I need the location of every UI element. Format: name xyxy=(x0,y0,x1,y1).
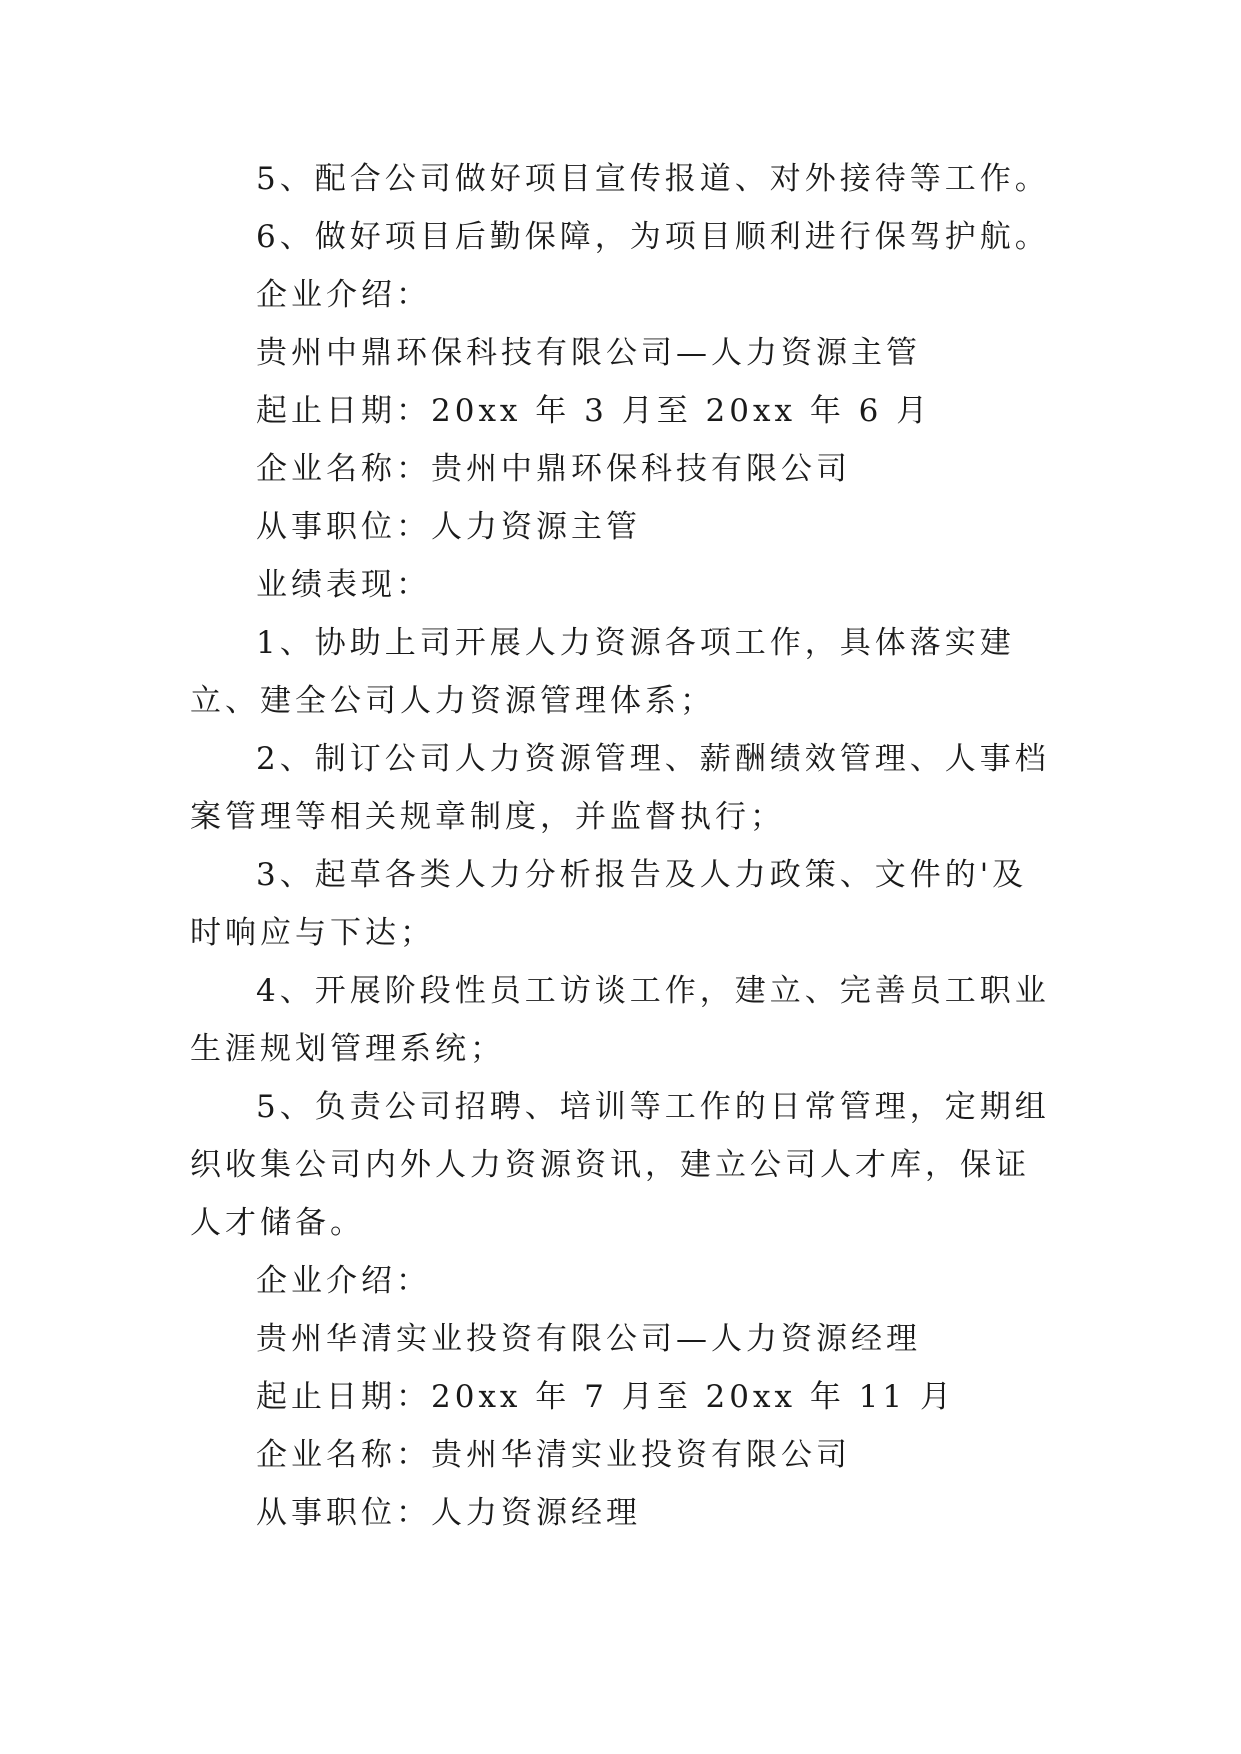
list-item: 1、协助上司开展人力资源各项工作，具体落实建立、建全公司人力资源管理体系； xyxy=(190,625,1015,719)
list-item: 5、配合公司做好项目宣传报道、对外接待等工作。 xyxy=(256,161,1050,197)
date-range: 起止日期：20xx 年 3 月至 20xx 年 6 月 xyxy=(256,393,932,429)
date-range: 起止日期：20xx 年 7 月至 20xx 年 11 月 xyxy=(256,1379,955,1415)
company-title: 贵州华清实业投资有限公司—人力资源经理 xyxy=(256,1321,921,1357)
section-heading: 业绩表现： xyxy=(256,567,431,603)
list-item: 3、起草各类人力分析报告及人力政策、文件的'及时响应与下达； xyxy=(190,857,1028,951)
company-name: 企业名称：贵州中鼎环保科技有限公司 xyxy=(256,451,851,487)
list-item: 2、制订公司人力资源管理、薪酬绩效管理、人事档案管理等相关规章制度，并监督执行； xyxy=(190,741,1050,835)
list-item: 6、做好项目后勤保障，为项目顺利进行保驾护航。 xyxy=(256,219,1050,255)
company-name: 企业名称：贵州华清实业投资有限公司 xyxy=(256,1437,851,1473)
section-heading: 企业介绍： xyxy=(256,277,431,313)
job-position: 从事职位：人力资源主管 xyxy=(256,509,641,545)
list-item: 5、负责公司招聘、培训等工作的日常管理，定期组织收集公司内外人力资源资讯，建立公司人才库，保证人才储备。 xyxy=(190,1089,1050,1241)
document-body xyxy=(190,150,1050,1542)
job-position: 从事职位：人力资源经理 xyxy=(256,1495,641,1531)
list-item: 4、开展阶段性员工访谈工作，建立、完善员工职业生涯规划管理系统； xyxy=(190,973,1050,1067)
company-title: 贵州中鼎环保科技有限公司—人力资源主管 xyxy=(256,335,921,371)
section-heading: 企业介绍： xyxy=(256,1263,431,1299)
